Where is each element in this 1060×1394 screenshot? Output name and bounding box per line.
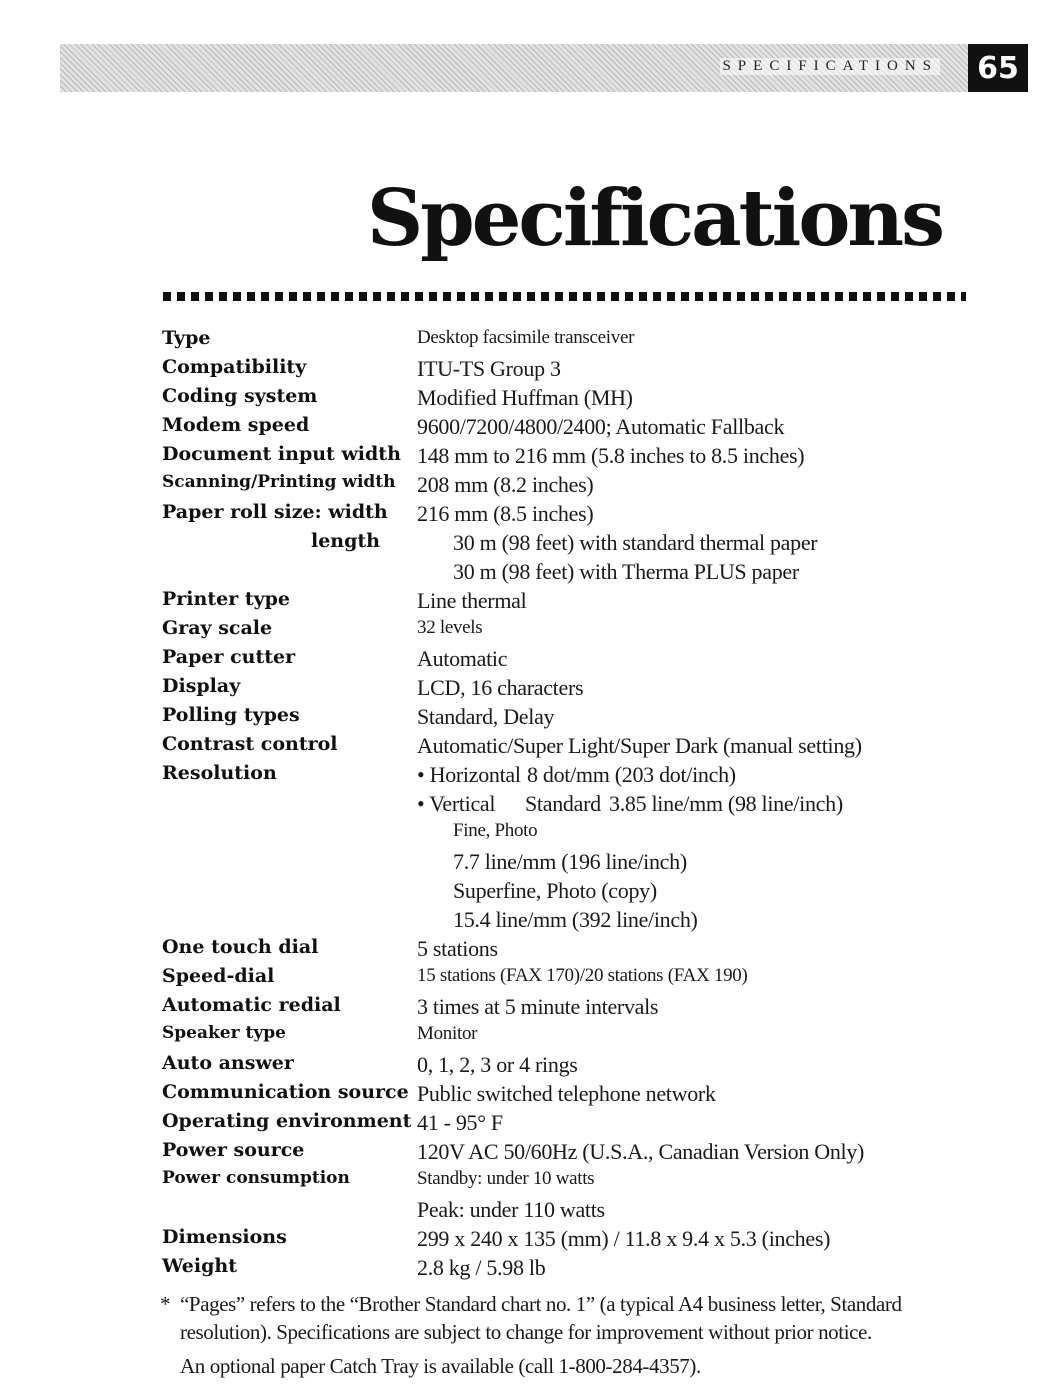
resolution-vertical-value: 3.85 line/mm (98 line/inch) [609,791,843,816]
spec-label: Speed-dial [162,965,275,987]
spec-label: Automatic redial [162,994,341,1016]
spec-table [0,327,1060,1284]
spec-value: 120V AC 50/60Hz (U.S.A., Canadian Version Only) [417,1139,865,1164]
spec-row-gray-scale [0,617,1060,646]
spec-row-power-peak [0,1197,1060,1226]
spec-label: Auto answer [162,1052,294,1074]
spec-label: Speaker type [162,1023,286,1043]
spec-value: 41 - 95° F [417,1110,503,1135]
spec-label: Contrast control [162,733,338,755]
spec-row-polling [0,704,1060,733]
spec-value: Line thermal [417,588,527,613]
spec-label: Paper cutter [162,646,296,668]
spec-row-scan-width [0,472,1060,501]
spec-value: 208 mm (8.2 inches) [417,472,594,497]
spec-value: 216 mm (8.5 inches) [417,501,594,526]
spec-value: Superfine, Photo (copy) [453,878,657,903]
spec-label: Polling types [162,704,300,726]
spec-label: Power consumption [162,1168,350,1188]
spec-row-coding [0,385,1060,414]
spec-value: 5 stations [417,936,498,961]
spec-row-resolution-superfine [0,878,1060,907]
spec-label: Coding system [162,385,318,407]
spec-row-resolution-fine [0,820,1060,849]
spec-row-resolution-fine-value [0,849,1060,878]
spec-label: Operating environment [162,1110,412,1132]
spec-value: 15 stations (FAX 170)/20 stations (FAX 190) [417,965,748,986]
resolution-vertical-label: • Vertical [417,791,496,816]
spec-value: Standard, Delay [417,704,555,729]
spec-row-resolution [0,762,1060,791]
spec-row-resolution-superfine-value [0,907,1060,936]
spec-label: Scanning/Printing width [162,472,396,492]
spec-label: Modem speed [162,414,310,436]
spec-value [417,762,736,788]
spec-row-printer-type [0,588,1060,617]
spec-row-comm-source [0,1081,1060,1110]
spec-label: Dimensions [162,1226,287,1248]
spec-label: Resolution [162,762,277,784]
spec-row-display [0,675,1060,704]
catch-tray-note: An optional paper Catch Tray is available (call 1-800-284-4357). [180,1354,701,1378]
spec-label: Document input width [162,443,401,465]
spec-row-contrast [0,733,1060,762]
spec-label: Paper roll size: width [162,501,388,523]
footnote-text: “Pages” refers to the “Brother Standard chart no. 1” (a typical A4 business letter, Standard resolution). Specifications are subject to change for improvement without prior notice. [180,1292,902,1344]
spec-value: 3 times at 5 minute intervals [417,994,659,1019]
spec-value: 32 levels [417,617,483,638]
spec-label: Gray scale [162,617,273,639]
spec-row-type [0,327,1060,356]
spec-value: Automatic [417,646,508,671]
resolution-horizontal-label: • Horizontal [417,762,521,787]
spec-row-paper-length-2 [0,559,1060,588]
spec-row-auto-answer [0,1052,1060,1081]
spec-label: Printer type [162,588,291,610]
spec-row-paper-length [0,530,1060,559]
spec-label: Type [162,327,211,349]
spec-row-environment [0,1110,1060,1139]
spec-row-resolution-vertical [0,791,1060,820]
spec-value: Standby: under 10 watts [417,1168,595,1189]
resolution-horizontal-value: 8 dot/mm (203 dot/inch) [527,762,736,787]
spec-value: 15.4 line/mm (392 line/inch) [453,907,698,932]
footnote [160,1290,960,1346]
spec-value: LCD, 16 characters [417,675,584,700]
spec-row-modem [0,414,1060,443]
spec-row-paper-roll [0,501,1060,530]
spec-value: 2.8 kg / 5.98 lb [417,1255,546,1280]
spec-row-speaker [0,1023,1060,1052]
spec-value: 0, 1, 2, 3 or 4 rings [417,1052,578,1077]
footnote-marker: * [160,1292,171,1316]
spec-row-dimensions [0,1226,1060,1255]
spec-label: Power source [162,1139,305,1161]
spec-row-redial [0,994,1060,1023]
spec-row-weight [0,1255,1060,1284]
spec-value: Modified Huffman (MH) [417,385,633,410]
spec-row-one-touch [0,936,1060,965]
page-title: Specifications [366,173,942,264]
spec-value: 299 x 240 x 135 (mm) / 11.8 x 9.4 x 5.3 (inches) [417,1226,831,1251]
spec-label: One touch dial [162,936,319,958]
spec-value: 7.7 line/mm (196 line/inch) [453,849,687,874]
spec-value: 9600/7200/4800/2400; Automatic Fallback [417,414,785,439]
spec-label: Communication source [162,1081,409,1103]
spec-row-compatibility [0,356,1060,385]
spec-row-doc-width [0,443,1060,472]
spec-row-speed-dial [0,965,1060,994]
page-number: 65 [968,44,1028,92]
resolution-vertical-mode: Standard [525,791,601,816]
spec-value: ITU-TS Group 3 [417,356,561,381]
title-divider [163,292,966,301]
spec-value: Fine, Photo [453,820,538,841]
spec-value: Public switched telephone network [417,1081,716,1106]
spec-label: length [311,530,380,552]
spec-row-power-source [0,1139,1060,1168]
spec-label: Display [162,675,241,697]
spec-value [417,791,843,817]
spec-value: 148 mm to 216 mm (5.8 inches to 8.5 inches) [417,443,805,468]
spec-value: Automatic/Super Light/Super Dark (manual setting) [417,733,862,758]
spec-label: Compatibility [162,356,307,378]
spec-label: Weight [162,1255,237,1277]
spec-value: Desktop facsimile transceiver [417,327,635,348]
spec-row-paper-cutter [0,646,1060,675]
spec-value: Monitor [417,1023,478,1044]
spec-value: 30 m (98 feet) with Therma PLUS paper [453,559,799,584]
section-label: SPECIFICATIONS [722,58,938,74]
spec-value: Peak: under 110 watts [417,1197,605,1222]
spec-value: 30 m (98 feet) with standard thermal paper [453,530,818,555]
spec-row-power-consumption [0,1168,1060,1197]
